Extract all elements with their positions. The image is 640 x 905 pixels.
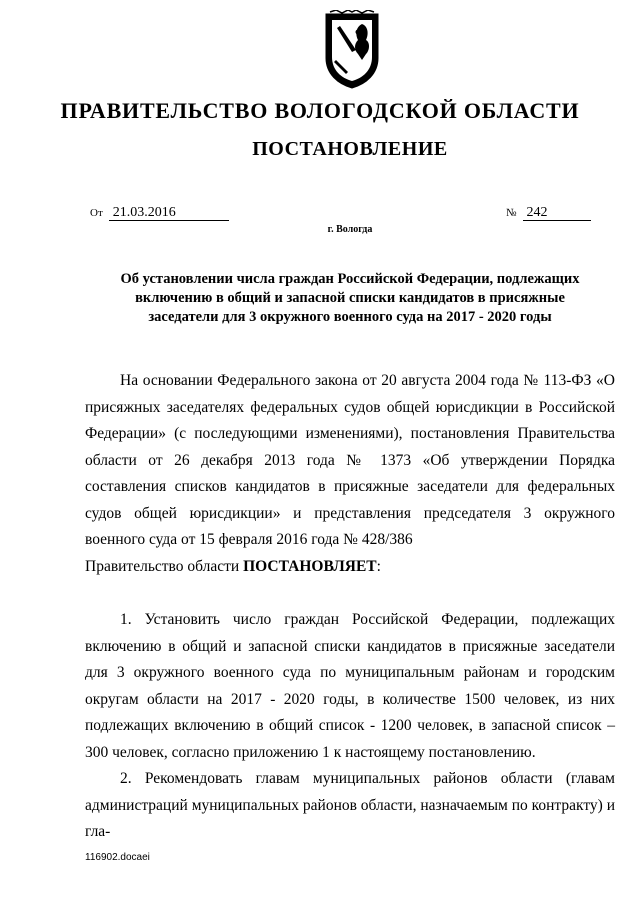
resolution-prefix: Правительство области [85,557,244,575]
date-value: 21.03.2016 [109,206,229,221]
document-body [85,368,615,846]
document-type-title: ПОСТАНОВЛЕНИЕ [252,138,448,160]
file-reference: 116902.docaei [85,852,150,863]
subject-line-2: включению в общий и запасной списки кандидатов в присяжные [135,290,565,306]
number-prefix: № [506,207,517,219]
number-value: 242 [523,206,591,221]
resolution-keyword: ПОСТАНОВЛЯЕТ [243,557,377,575]
paragraph-item-1: 1. Установить число граждан Российской Федерации, подлежащих включению в общий и запасной списки кандидатов в присяжные заседатели для 3 окружного военного суда по муниципальным районам и городским округам области на 2017 - 2020 годы, в количестве 1500 человек, из них подлежащих включению в общий список - 1200 человек, в запасной список – 300 человек, согласно приложению 1 к настоящему постановлению. [85,611,615,761]
subject-line-3: заседатели для 3 окружного военного суда на 2017 - 2020 годы [148,309,552,325]
paragraph-legal-basis: На основании Федерального закона от 20 августа 2004 года № 113-ФЗ «О присяжных заседателях федеральных судов общей юрисдикции в Российской Федерации» (с последующими изменениями), постановления Правительства области от 26 декабря 2013 года № 1373 «Об утверждении Порядка составления списков кандидатов в присяжные заседатели для федеральных судов общей юрисдикции» и представления председателя 3 окружного военного суда от 15 февраля 2016 года № 428/386 [85,372,615,548]
city-label: г. Вологда [327,224,373,235]
resolution-suffix: : [376,557,381,575]
government-title: ПРАВИТЕЛЬСТВО ВОЛОГОДСКОЙ ОБЛАСТИ [60,98,580,123]
paragraph-resolution [85,554,615,581]
document-subject [100,270,600,327]
document-number [506,205,591,221]
subject-line-1: Об установлении числа граждан Российской Федерации, подлежащих [120,271,580,287]
paragraph-item-2: 2. Рекомендовать главам муниципальных районов области (главам администраций муниципальных районов области, назначаемым по контракту) и гла- [85,770,615,840]
date-prefix: От [90,207,103,219]
coat-of-arms-icon [322,10,382,90]
document-date [90,205,229,221]
